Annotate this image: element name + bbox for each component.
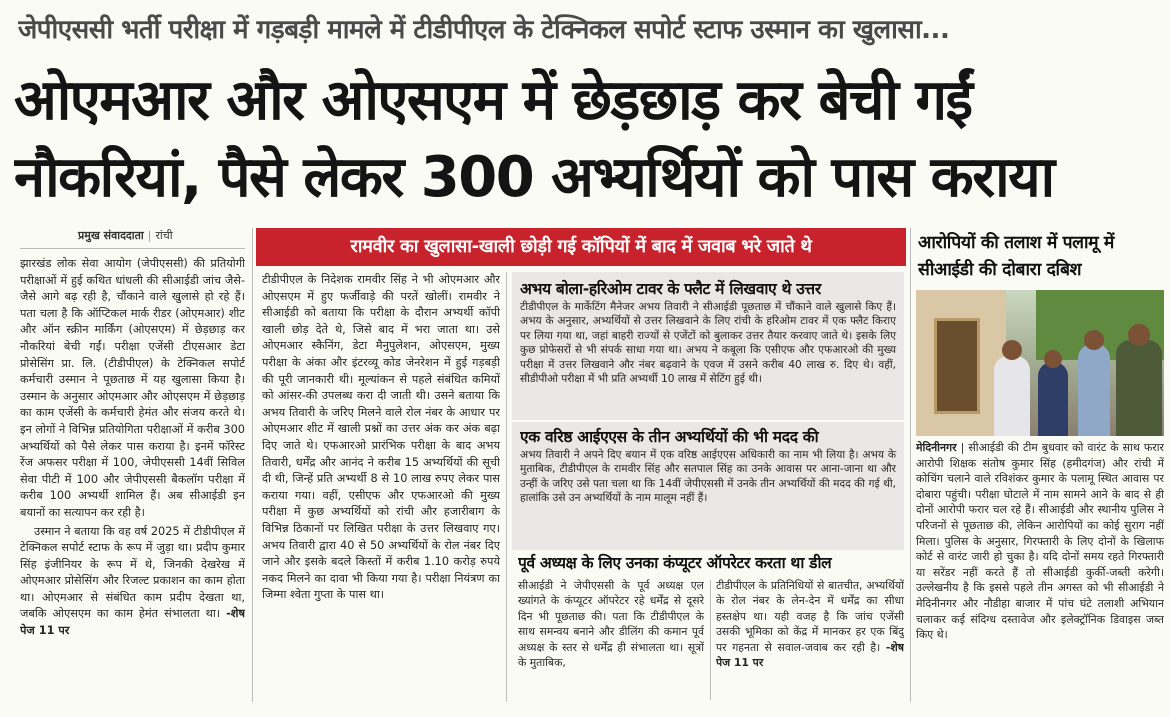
section-banner: रामवीर का खुलासा-खाली छोड़ी गई कॉपियों में बाद में जवाब भरे जाते थे bbox=[256, 228, 906, 266]
divider bbox=[20, 248, 245, 249]
ias-box bbox=[512, 422, 904, 550]
main-story-paragraph-1: झारखंड लोक सेवा आयोग (जेपीएससी) की प्रतियोगी परीक्षाओं में हुई कथित धांधली की सीआईडी जांच जैसे-जैसे आगे बढ़ रही है, चौंकाने वाले खुलासे हो रहे हैं। पता चला है कि ऑप्टिकल मार्क रीडर (ओएमआर) शीट और ऑन स्क्रीन मार्किंग (ओएसएम) में छेड़छाड़ कर नौकरियां बेची गईं। परीक्षा एजेंसी टीएसआर डेटा प्रोसेसिंग प्रा. लि. (टीडीपीएल) के टेक्निकल सपोर्ट कर्मचारी उस्मान ने पूछताछ में यह खुलासा किया है। उस्मान के अनुसार ओएमआर और ओएसएम में छेड़छाड़ का काम एजेंसी के कर्मचारी हेमंत और संजय करते थे। इन लोगों ने विभिन्न प्रतियोगिता परीक्षाओं में करीब 300 अभ्यर्थियों को पैसे लेकर पास कराया है। इनमें फॉरेस्ट रेंज अफसर परीक्षा में 100, जेपीएससी 14वीं सिविल सेवा पीटी में 100 और जेपीएससी बैकलॉग परीक्षा में करीब 100 अभ्यर्थी शामिल हैं। अब सीआईडी इन बयानों का सत्यापन कर रही है। bbox=[20, 257, 245, 519]
continued-note: -शेष पेज 11 पर bbox=[20, 607, 245, 638]
byline-place: रांची bbox=[155, 229, 173, 242]
dateline: मेदिनीनगर bbox=[916, 441, 957, 454]
column-divider bbox=[710, 580, 711, 700]
main-story-column bbox=[20, 256, 245, 700]
operator-column-right bbox=[716, 578, 904, 702]
news-photo bbox=[916, 290, 1164, 436]
main-story-paragraph-2 bbox=[20, 524, 245, 640]
ramveer-column bbox=[262, 272, 500, 700]
operator-section-title: पूर्व अध्यक्ष के लिए उनका कंप्यूटर ऑपरेटर करता था डील bbox=[518, 554, 832, 572]
byline: प्रमुख संवाददाता | रांची bbox=[78, 229, 173, 242]
continued-note: -शेष पेज 11 पर bbox=[716, 640, 904, 670]
main-story-paragraph-2-text: उस्मान ने बताया कि वह वर्ष 2025 में टीडीपीएल में टेक्निकल सपोर्ट स्टाफ के रूप में जुड़ा था। प्रदीप कुमार सिंह इंजीनियर के रूप में थे, जिनकी देखरेख में ओएमआर प्रोसेसिंग और रिजल्ट प्रकाशन का काम होता था। ओएमआर से संबंधित काम प्रदीप देखता था, जबकि ओएसएम का काम हेमंत संभालता था। bbox=[20, 524, 245, 621]
column-divider bbox=[252, 228, 253, 702]
side-story-text: सीआईडी की टीम बुधवार को वारंट के साथ फरार आरोपी शिक्षक संतोष कुमार सिंह (हमीदगंज) और रांची में कोचिंग चलाने वाले रविशंकर कुमार के पलामू स्थित आवास पर दोबारा पहुंची। परीक्षा घोटाले में नाम सामने आने के बाद से ही दोनों आरोपी फरार चल रहे हैं। सीआईडी और स्थानीय पुलिस ने परिजनों से पूछताछ की, लेकिन आरोपियों का कोई सुराग नहीं मिला। पुलिस के अनुसार, गिरफ्तारी के लिए दोनों के खिलाफ कोर्ट से वारंट जारी हो चुका है। यदि दोनों समय रहते गिरफ्तारी या सरेंडर नहीं करते हैं तो सीआईडी कुर्की-जब्ती करेगी। उल्लेखनीय है कि इससे पहले तीन अगस्त को भी सीआईडी ने मेदिनीनगर और नौडीहा बाजार में पांच घंटे तलाशी अभियान चलाकर कई संदिग्ध दस्तावेज और इलेक्ट्रॉनिक डिवाइस जब्त किए थे। bbox=[916, 441, 1164, 642]
kicker: जेपीएससी भर्ती परीक्षा में गड़बड़ी मामले में टीडीपीएल के टेक्निकल सपोर्ट स्टाफ उस्मान का खुलासा... bbox=[18, 15, 950, 45]
column-divider bbox=[506, 272, 507, 702]
abhay-box-title: अभय बोला-हरिओम टावर के फ्लैट में लिखवाए थे उत्तर bbox=[520, 280, 821, 298]
abhay-box-text: टीडीपीएल के मार्केटिंग मैनेजर अभय तिवारी ने सीआईडी पूछताछ में चौंकाने वाले खुलासे किए हैं। अभय के अनुसार, अभ्यर्थियों से उत्तर लिखवाने के लिए रांची के हरिओम टावर में एक फ्लैट किराए पर लिया गया था, जहां बाहरी राज्यों से एजेंटों को बुलाकर उत्तर तैयार करवाए जाते थे। इसके लिए कुछ प्रोफेसरों से भी संपर्क साधा गया था। अभय ने कबूला कि एसीएफ और एफआरओ की मुख्य परीक्षा में उत्तर लिखवाने और नंबर बढ़वाने के एवज में उसने करीब 40 लाख रु. दिए थे। वहीं, सीडीपीओ परीक्षा में भी प्रति अभ्यर्थी 10 लाख में सेटिंग हुई थी। bbox=[520, 301, 896, 386]
operator-text-right-wrap bbox=[716, 578, 904, 670]
ramveer-text: टीडीपीएल के निदेशक रामवीर सिंह ने भी ओएमआर और ओएसएम में हुए फर्जीवाड़े की परतें खोलीं। रामवीर ने सीआईडी को बताया कि परीक्षा के दौरान अभ्यर्थी कॉपी खाली छोड़ देते थे, जिसे बाद में भरा जाता था। उसे ओएमआर स्कैनिंग, डेटा मैनुपुलेशन, ओएसएम, मुख्य परीक्षा के अंका और इंटरव्यू कोड जेनरेशन में हुई गड़बड़ी की पूरी जानकारी थी। मूल्यांकन से पहले संबंधित कमियों को आंसर-की उपलब्ध करा दी जाती थी। उसने बताया कि अभय तिवारी के जरिए मिलने वाले रोल नंबर के आधार पर ओएमआर शीट में खाली प्रश्नों का उत्तर अंक कर अंक बढ़ा दिए जाते थे। एफआरओ प्रारंभिक परीक्षा के बाद अभय तिवारी, धर्मेंद्र और आनंद ने करीब 15 अभ्यर्थियों की सूची दी थी, जिन्हें प्रति अभ्यर्थी 8 से 10 लाख रुपए लेकर पास कराया गया। वहीं, एसीएफ और एफआरओ की मुख्य परीक्षा में कुछ अभ्यर्थियों को रांची और हजारीबाग के विभिन्न ठिकानों पर लिखित परीक्षा के उत्तर लिखवाए गए। अभय तिवारी द्वारा 40 से 50 अभ्यर्थियों के रोल नंबर दिए जाने और इसके बदले किस्तों में करीब 1.10 करोड़ रुपये नकद मिलने का दावा भी किया गया है। परीक्षा नियंत्रण का जिम्मा श्वेता गुप्ता के पास था। bbox=[262, 273, 500, 602]
operator-text-right: टीडीपीएल के प्रतिनिधियों से बातचीत, अभ्यर्थियों के रोल नंबर के लेन-देन में धर्मेंद्र का सीधा हस्तक्षेप था। यही वजह है कि जांच एजेंसी उसकी भूमिका को केंद्र में मानकर हर एक बिंदु पर गहनता से सवाल-जवाब कर रही है। bbox=[716, 579, 904, 654]
side-story-title: आरोपियों की तलाश में पलामू में सीआईडी की दोबारा दबिश bbox=[918, 233, 1114, 280]
side-story-paragraph: मेदिनीनगर | सीआईडी की टीम बुधवार को वारंट के साथ फरार आरोपी शिक्षक संतोष कुमार सिंह (हमीदगंज) और रांची में कोचिंग चलाने वाले रविशंकर कुमार के पलामू स्थित आवास पर दोबारा पहुंची। परीक्षा घोटाले में नाम सामने आने के बाद से ही दोनों आरोपी फरार चल रहे हैं। सीआईडी और स्थानीय पुलिस ने परिजनों से पूछताछ की, लेकिन आरोपियों का कोई सुराग नहीं मिला। पुलिस के अनुसार, गिरफ्तारी के लिए दोनों के खिलाफ कोर्ट से वारंट जारी हो चुका है। यदि दोनों समय रहते गिरफ्तारी या सरेंडर नहीं करते हैं तो सीआईडी कुर्की-जब्ती करेगी। उल्लेखनीय है कि इससे पहले तीन अगस्त को भी सीआईडी ने मेदिनीनगर और नौडीहा बाजार में पांच घंटे तलाशी अभियान चलाकर कई संदिग्ध दस्तावेज और इलेक्ट्रॉनिक डिवाइस जब्त किए थे। bbox=[916, 441, 1164, 642]
abhay-box bbox=[512, 272, 904, 420]
side-story-body bbox=[916, 440, 1164, 705]
headline-line-2: नौकरियां, पैसे लेकर 300 अभ्यर्थियों को पास कराया bbox=[14, 145, 1054, 210]
operator-column-left bbox=[518, 578, 704, 702]
ias-box-text: अभय तिवारी ने अपने दिए बयान में एक वरिष्ठ आईएएस अधिकारी का नाम भी लिया है। अभय के मुताबिक, टीडीपीएल के रामवीर सिंह और सतपाल सिंह का उनके आवास पर आना-जाना था और उन्हीं के जरिए उसे पता चला था कि 14वीं जेपीएससी में उनके तीन अभ्यर्थियों की मदद की गई थी, हालांकि उसे उन अभ्यर्थियों के नाम मालूम नहीं हैं। bbox=[520, 449, 896, 505]
headline-line-1: ओएमआर और ओएसएम में छेड़छाड़ कर बेची गईं bbox=[14, 68, 972, 133]
column-divider bbox=[910, 228, 911, 702]
operator-text-left: सीआईडी ने जेपीएससी के पूर्व अध्यक्ष एल ख्यांगते के कंप्यूटर ऑपरेटर रहे धर्मेंद्र से दूसरे दिन भी पूछताछ की। पता कि टीडीपीएल के साथ समन्वय बनाने और डीलिंग की कमान पूर्व अध्यक्ष के स्तर से धर्मेंद्र ही संभालता था। सूत्रों के मुताबिक, bbox=[518, 579, 704, 670]
ias-box-title: एक वरिष्ठ आईएएस के तीन अभ्यर्थियों की भी मदद की bbox=[520, 428, 819, 446]
byline-author: प्रमुख संवाददाता bbox=[78, 229, 144, 242]
